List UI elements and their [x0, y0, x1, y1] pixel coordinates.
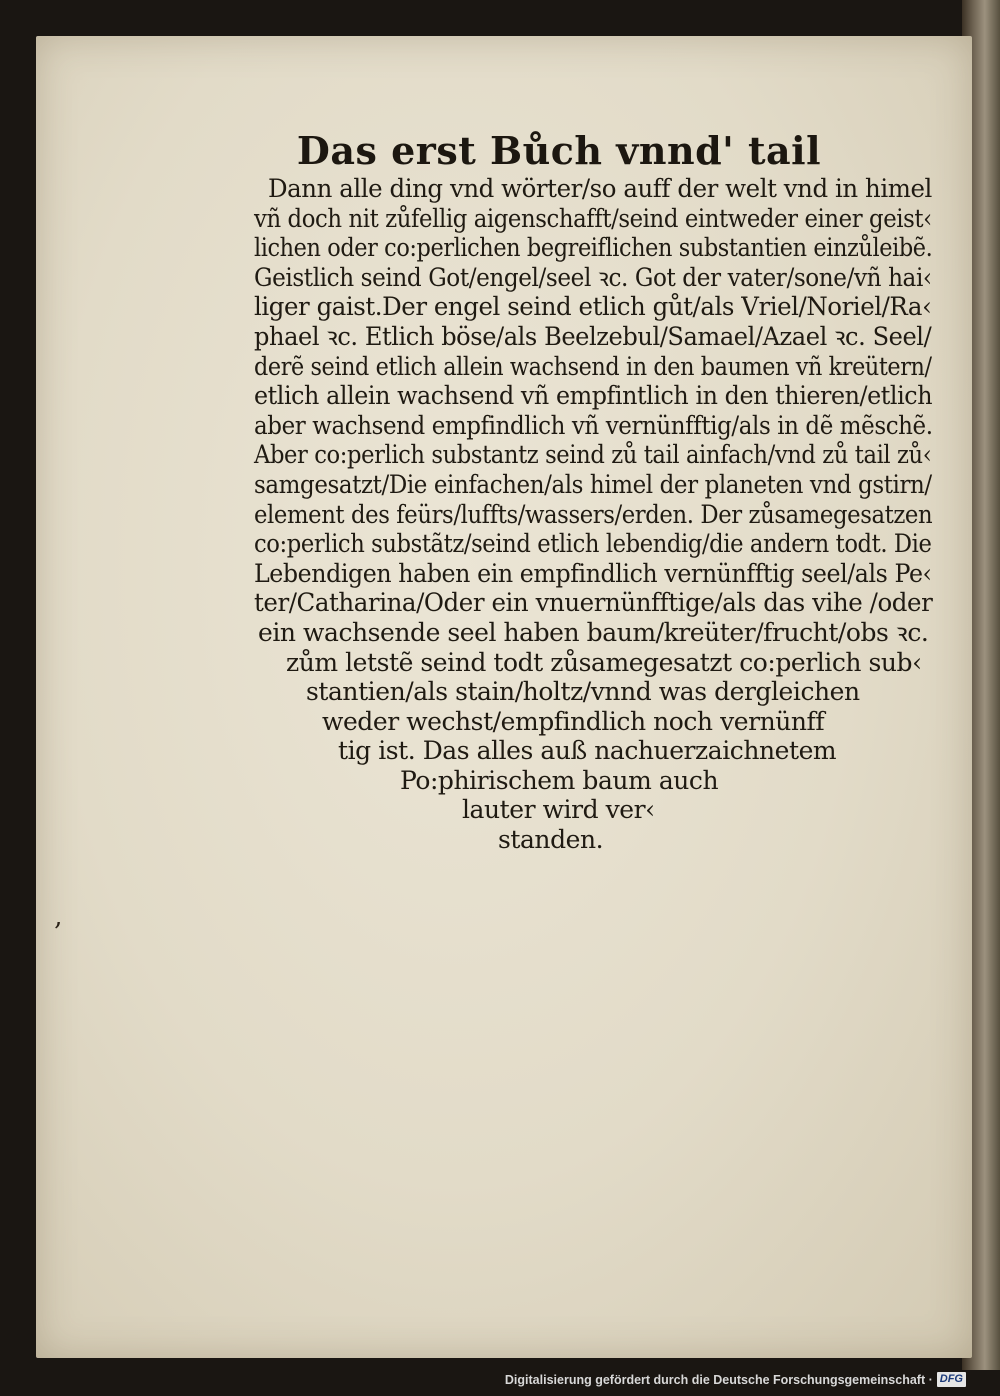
text-line-content: lauter wird ver‹ — [462, 795, 655, 825]
digitization-footer — [505, 1372, 966, 1387]
text-line — [36, 292, 972, 322]
text-line-content: vñ doch nit zůfellig aigenschafft/seind eintweder einer geist‹ — [254, 203, 932, 233]
text-line — [36, 352, 972, 382]
text-line — [36, 204, 972, 234]
body-text — [36, 174, 972, 855]
page-heading: Das erst Bůch vnnd' tail — [296, 128, 822, 173]
text-line-content: derẽ seind etlich allein wachsend in den baumen vñ kreütern/ — [254, 351, 932, 381]
text-line — [36, 825, 972, 855]
text-line — [36, 559, 972, 589]
text-line-content: weder wechst/empfindlich noch vernünff — [322, 706, 825, 736]
text-line-content: Geistlich seind Got/engel/seel ꝛc. Got der vater/sone/vñ hai‹ — [254, 262, 932, 292]
text-line — [36, 263, 972, 293]
text-line-content: phael ꝛc. Etlich böse/als Beelzebul/Samael/Azael ꝛc. Seel/ — [254, 321, 932, 351]
dfg-logo-icon: DFG — [937, 1372, 966, 1387]
text-line — [36, 588, 972, 618]
text-line-content: samgesatzt/Die einfachen/als himel der planeten vnd gstirn/ — [254, 469, 932, 499]
text-line — [36, 677, 972, 707]
text-line-content: Aber co:perlich substantz seind zů tail ainfach/vnd zů tail zů‹ — [254, 440, 932, 470]
text-line — [36, 736, 972, 766]
footer-credit: Digitalisierung gefördert durch die Deutsche Forschungsgemeinschaft · — [504, 1372, 933, 1387]
text-line-content: zům letstẽ seind todt zůsamegesatzt co:perlich sub‹ — [286, 647, 922, 677]
text-line-content: liger gaist.Der engel seind etlich gůt/als Vriel/Noriel/Ra‹ — [254, 292, 932, 322]
text-line-content: Lebendigen haben ein empfindlich vernünfftig seel/als Pe‹ — [254, 558, 932, 588]
text-line — [36, 648, 972, 678]
text-line-content: Dann alle ding vnd wörter/so auff der welt vnd in himel — [268, 174, 932, 203]
text-line-content: ein wachsende seel haben baum/kreüter/frucht/obs ꝛc. — [258, 617, 929, 647]
text-line — [36, 411, 972, 441]
text-line — [36, 322, 972, 352]
text-line — [36, 766, 972, 796]
text-line — [36, 500, 972, 530]
text-line-content: element des feürs/luffts/wassers/erden. Der zůsamegesatzen — [254, 499, 933, 529]
text-line — [36, 233, 972, 263]
text-line — [36, 470, 972, 500]
book-page — [36, 36, 972, 1358]
text-line — [36, 707, 972, 737]
text-line-content: standen. — [498, 825, 604, 855]
text-line-content: etlich allein wachsend vñ empfintlich in den thieren/etlich — [254, 381, 933, 411]
text-line — [36, 529, 972, 559]
text-line-content: aber wachsend empfindlich vñ vernünfftig/als in dẽ mẽschẽ. — [254, 410, 933, 440]
margin-mark: ‚ — [54, 902, 63, 932]
text-line — [36, 795, 972, 825]
text-line — [36, 440, 972, 470]
text-line — [36, 618, 972, 648]
bleed-through — [566, 896, 866, 1196]
text-line-content: tig ist. Das alles auß nachuerzaichnetem — [338, 736, 837, 766]
text-line — [36, 381, 972, 411]
text-line-content: lichen oder co:perlichen begreiflichen substantien einzůleibẽ. — [254, 233, 933, 263]
text-line-content: co:perlich substãtz/seind etlich lebendig/die andern todt. Die — [254, 529, 932, 559]
text-line-content: Po:phirischem baum auch — [400, 765, 719, 795]
text-line-content: ter/Catharina/Oder ein vnuernünfftige/als das vihe /oder — [254, 588, 933, 618]
text-line — [36, 174, 972, 204]
text-line-content: stantien/als stain/holtz/vnnd was dergleichen — [306, 677, 860, 707]
